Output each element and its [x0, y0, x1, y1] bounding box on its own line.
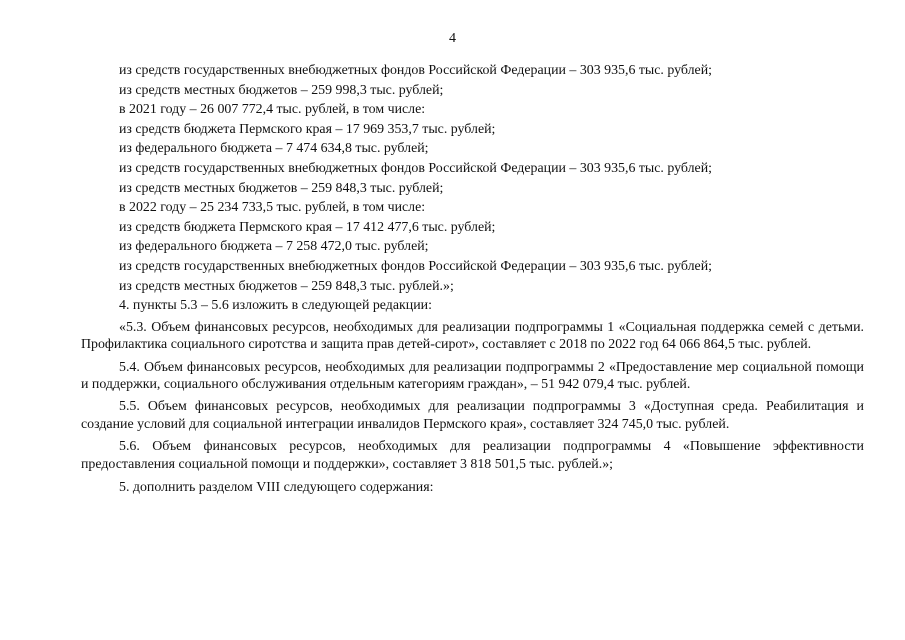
text-line: из средств местных бюджетов – 259 848,3 тыс. рублей; [119, 180, 444, 196]
paragraph-5-6: 5.6. Объем финансовых ресурсов, необходимых для реализации подпрограммы 4 «Повышение эффективности предоставления социальной помощи и поддержки», составляет 3 818 501,5 тыс. рублей.»; [81, 439, 864, 472]
text-line: в 2021 году – 26 007 772,4 тыс. рублей, в том числе: [119, 102, 426, 118]
text-line: в 2022 году – 25 234 733,5 тыс. рублей, в том числе: [119, 200, 426, 216]
text-line: из федерального бюджета – 7 474 634,8 тыс. рублей; [119, 141, 429, 157]
text-line: из федерального бюджета – 7 258 472,0 тыс. рублей; [119, 239, 429, 255]
text-line: из средств бюджета Пермского края – 17 412 477,6 тыс. рублей; [119, 219, 496, 235]
document-body [81, 61, 864, 498]
paragraph-5-4: 5.4. Объем финансовых ресурсов, необходимых для реализации подпрограммы 2 «Предоставление мер социальной помощи и поддержки, социального обслуживания отдельным категориям граждан», – 51 942 079,4 тыс. рублей. [81, 359, 864, 392]
text-line: 4. пункты 5.3 – 5.6 изложить в следующей редакции: [119, 298, 432, 314]
paragraph-5-5: 5.5. Объем финансовых ресурсов, необходимых для реализации подпрограммы 3 «Доступная среда. Реабилитация и создание условий для социальной интеграции инвалидов Пермского края», составляет 324 745,0 тыс. рублей. [81, 399, 864, 432]
text-line: 5. дополнить разделом VIII следующего содержания: [119, 479, 434, 495]
text-line: из средств государственных внебюджетных фондов Российской Федерации – 303 935,6 тыс. рублей; [119, 160, 713, 176]
page-number: 4 [449, 31, 456, 46]
paragraph-5-3: «5.3. Объем финансовых ресурсов, необходимых для реализации подпрограммы 1 «Социальная поддержка семей с детьми. Профилактика социального сиротства и защита прав детей-сирот», составляет с 2018 по 2022 год 64 066 864,5 тыс. рублей. [81, 319, 864, 353]
text-line: из средств местных бюджетов – 259 848,3 тыс. рублей.»; [119, 278, 454, 294]
text-line: из средств местных бюджетов – 259 998,3 тыс. рублей; [119, 82, 444, 98]
text-line: из средств государственных внебюджетных фондов Российской Федерации – 303 935,6 тыс. рублей; [119, 63, 713, 78]
text-line: из средств бюджета Пермского края – 17 969 353,7 тыс. рублей; [119, 121, 496, 137]
text-line: из средств государственных внебюджетных фондов Российской Федерации – 303 935,6 тыс. рублей; [119, 258, 713, 274]
